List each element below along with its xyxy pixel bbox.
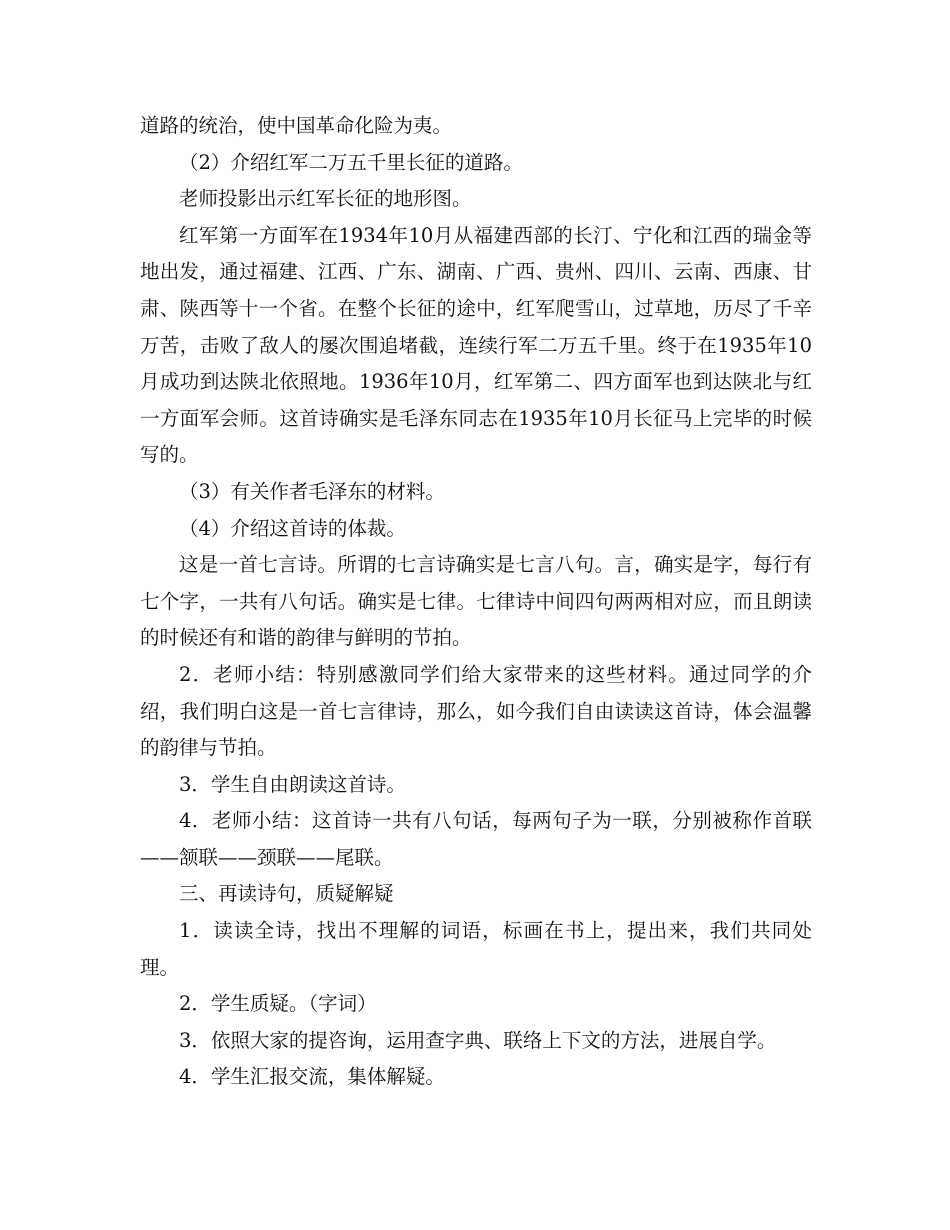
paragraph-4: 红军第一方面军在1934年10月从福建西部的长汀、宁化和江西的瑞金等地出发，通过福建、江西、广东、湖南、广西、贵州、四川、云南、西康、甘肃、陕西等十一个省。在整个长征的途中，红军爬雪山，过草地，历尽了千辛万苦，击败了敌人的屡次围追堵截，连续行军二万五千里。终于在1935年10月成功到达陕北依照地。1936年10月，红军第二、四方面军也到达陕北与红一方面军会师。这首诗确实是毛泽东同志在1935年10月长征马上完毕的时候写的。 <box>140 223 812 467</box>
paragraph-6: （4）介绍这首诗的体裁。 <box>179 516 406 540</box>
paragraph-12: 1．读读全诗，找出不理解的词语，标画在书上，提出来，我们共同处理。 <box>140 919 812 979</box>
section-heading: 三、再读诗句，质疑解疑 <box>179 882 394 906</box>
paragraph-10: 4．老师小结：这首诗一共有八句话，每两句子为一联，分别被称作首联——颔联——颈联——尾联。 <box>140 809 812 869</box>
paragraph-14: 3．依照大家的提咨询，运用查字典、联络上下文的方法，进展自学。 <box>179 1028 777 1052</box>
paragraph-1: 道路的统治，使中国革命化险为夷。 <box>140 114 453 137</box>
paragraph-9: 3．学生自由朗读这首诗。 <box>179 772 406 796</box>
paragraph-13: 2．学生质疑。（字词） <box>179 992 377 1016</box>
paragraph-3: 老师投影出示红军长征的地形图。 <box>179 187 472 211</box>
paragraph-2: （2）介绍红军二万五千里长征的道路。 <box>179 150 523 174</box>
paragraph-15: 4．学生汇报交流，集体解疑。 <box>179 1065 445 1089</box>
paragraph-7: 这是一首七言诗。所谓的七言诗确实是七言八句。言，确实是字，每行有七个字，一共有八句话。确实是七律。七律诗中间四句两两相对应，而且朗读的时候还有和谐的韵律与鲜明的节拍。 <box>140 553 812 650</box>
paragraph-8: 2．老师小结：特别感激同学们给大家带来的这些材料。通过同学的介绍，我们明白这是一首七言律诗，那么，如今我们自由读读这首诗，体会温馨的韵律与节拍。 <box>140 662 812 760</box>
document-page <box>140 108 812 1096</box>
paragraph-5: （3）有关作者毛泽东的材料。 <box>179 479 445 503</box>
